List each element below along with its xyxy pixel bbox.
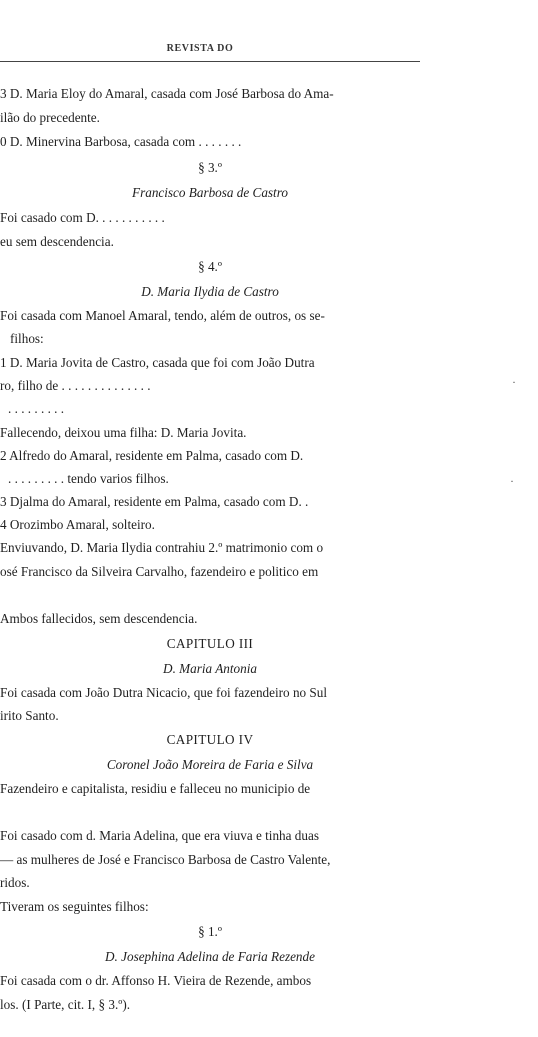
text-line: Foi casada com João Dutra Nicacio, que foi fazendeiro no Sul xyxy=(0,685,328,700)
header-rule xyxy=(0,61,420,62)
text-line: 3 Djalma do Amaral, residente em Palma, casado com D. . xyxy=(0,494,309,509)
text-line: 1 D. Maria Jovita de Castro, casada que foi com João Dutra xyxy=(0,355,315,370)
text-line: ridos. xyxy=(0,875,30,890)
text-line: Ambos fallecidos, sem descendencia. xyxy=(0,611,198,626)
section-heading: § 3.º xyxy=(198,160,222,175)
text-line: filhos: xyxy=(10,331,44,346)
text-line: ro, filho de . . . . . . . . . . . . . . xyxy=(0,378,151,393)
text-line: 3 D. Maria Eloy do Amaral, casada com José Barbosa do Ama- xyxy=(0,86,334,101)
text-line: . . . . . . . . . tendo varios filhos. xyxy=(8,471,169,486)
text-line: Fallecendo, deixou uma filha: D. Maria Jovita. xyxy=(0,425,247,440)
chapter-heading: CAPITULO III xyxy=(166,636,254,651)
text-line: ilão do precedente. xyxy=(0,110,100,125)
text-line: 0 D. Minervina Barbosa, casada com . . . . . . . xyxy=(0,134,242,149)
text-line: eu sem descendencia. xyxy=(0,234,114,249)
text-line: Foi casada com o dr. Affonso H. Vieira de Rezende, ambos xyxy=(0,973,312,988)
text-line: osé Francisco da Silveira Carvalho, fazendeiro e politico em xyxy=(0,564,319,579)
person-heading: Francisco Barbosa de Castro xyxy=(132,185,288,200)
margin-mark: · xyxy=(512,375,516,389)
text-line: — as mulheres de José e Francisco Barbosa de Castro Valente, xyxy=(0,852,331,867)
person-heading: D. Maria Antonia xyxy=(163,661,257,676)
text-line: 4 Orozimbo Amaral, solteiro. xyxy=(0,517,155,532)
text-line: Foi casada com Manoel Amaral, tendo, além de outros, os se- xyxy=(0,308,325,323)
section-heading: § 4.º xyxy=(198,259,222,274)
text-line: irito Santo. xyxy=(0,708,59,723)
text-line: Foi casado com d. Maria Adelina, que era viuva e tinha duas xyxy=(0,828,319,843)
person-heading: Coronel João Moreira de Faria e Silva xyxy=(106,757,314,772)
section-heading: § 1.º xyxy=(198,924,222,939)
text-line: 2 Alfredo do Amaral, residente em Palma, casado com D. xyxy=(0,448,304,463)
text-line: los. (I Parte, cit. I, § 3.º). xyxy=(0,997,131,1012)
margin-mark: · xyxy=(510,474,514,488)
text-line: Fazendeiro e capitalista, residiu e falleceu no municipio de xyxy=(0,781,311,796)
text-line: Foi casado com D. . . . . . . . . . . xyxy=(0,210,165,225)
text-line: Enviuvando, D. Maria Ilydia contrahiu 2.º matrimonio com o xyxy=(0,540,324,555)
text-line: . . . . . . . . . xyxy=(8,401,65,416)
person-heading: D. Maria Ilydia de Castro xyxy=(141,284,279,299)
chapter-heading: CAPITULO IV xyxy=(166,732,254,747)
person-heading: D. Josephina Adelina de Faria Rezende xyxy=(105,949,315,964)
text-line: Tiveram os seguintes filhos: xyxy=(0,899,149,914)
running-header: REVISTA DO xyxy=(166,43,234,54)
